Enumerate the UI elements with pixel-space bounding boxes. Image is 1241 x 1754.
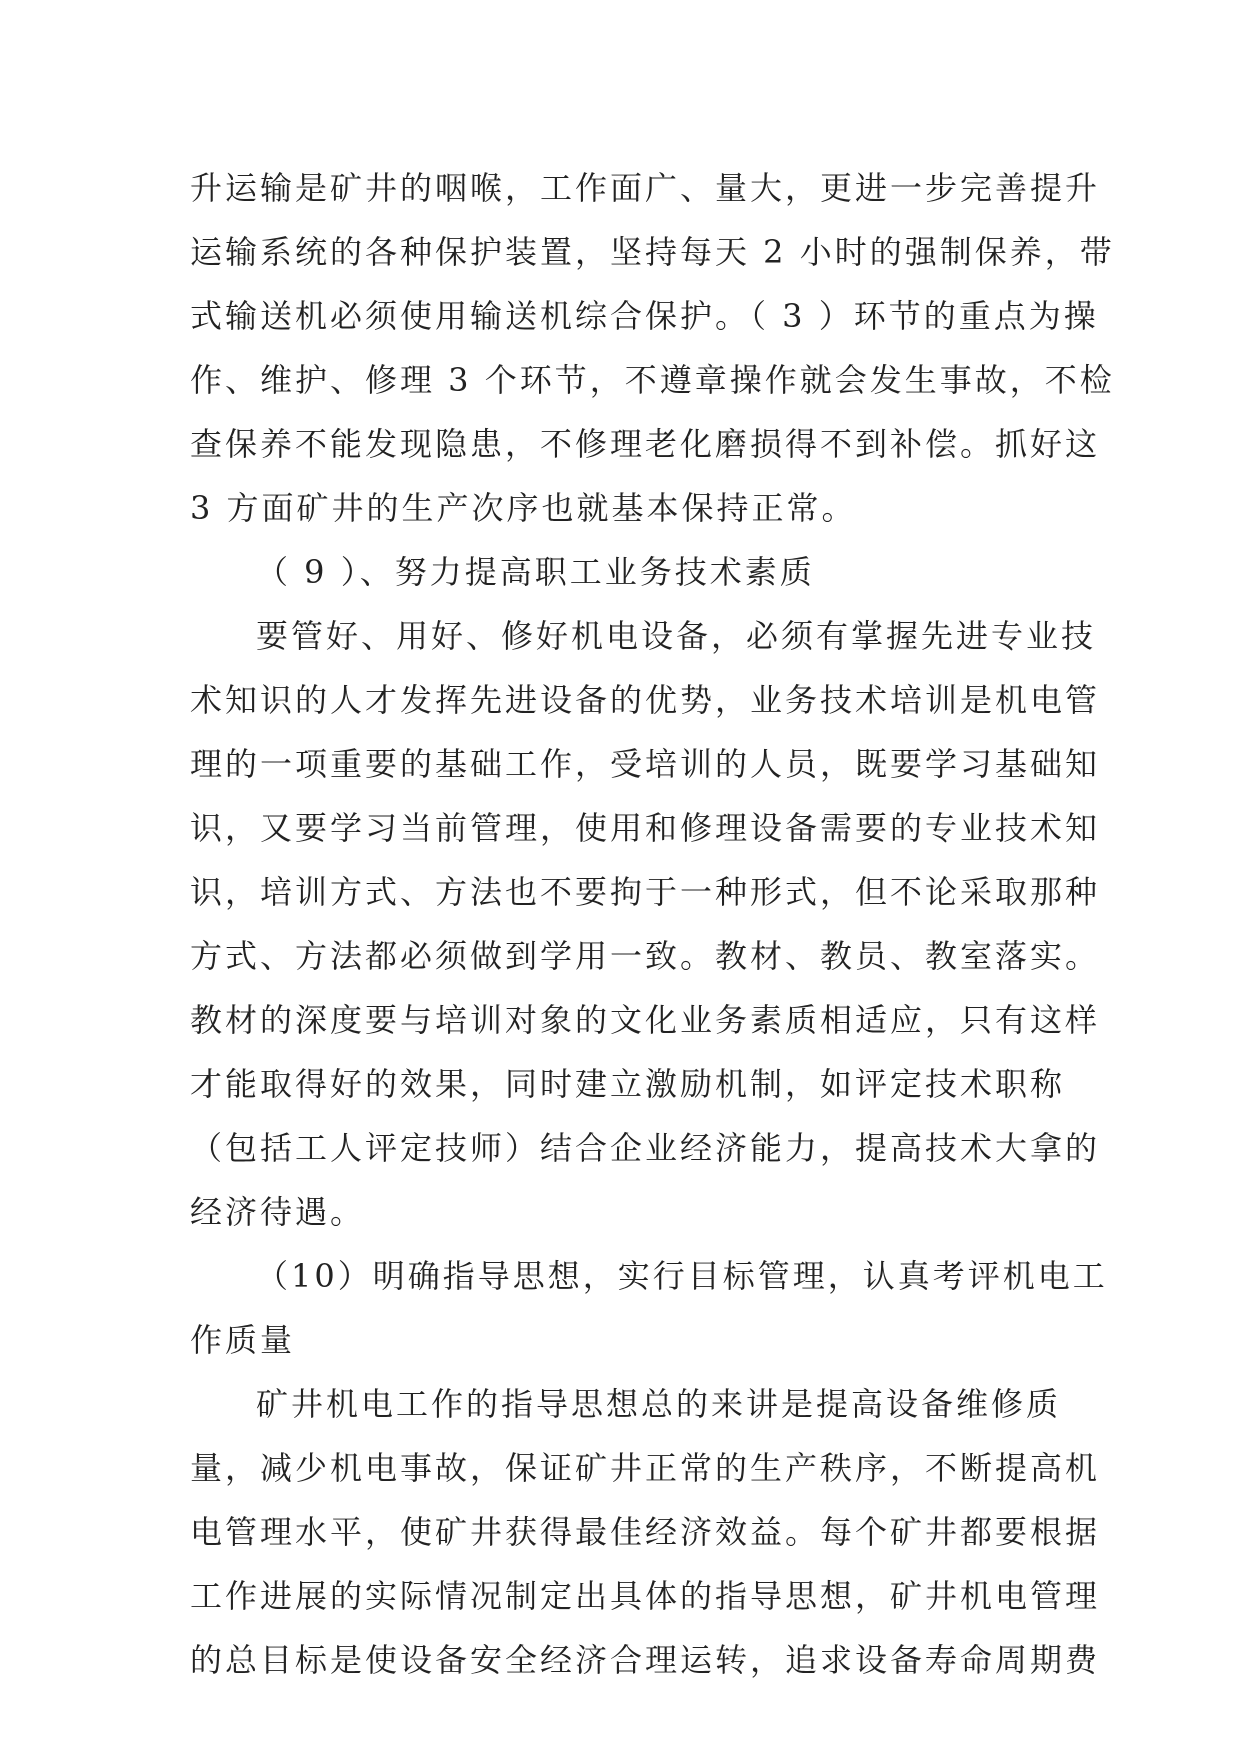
body-text bbox=[190, 156, 1115, 1692]
text-line: 作、维护、修理 3 个环节，不遵章操作就会发生事故，不检 bbox=[190, 361, 1115, 399]
text-line: 的总目标是使设备安全经济合理运转，追求设备寿命周期费 bbox=[190, 1641, 1101, 1679]
text-line: 要管好、用好、修好机电设备，必须有掌握先进专业技 bbox=[256, 617, 1097, 655]
text-line: 升运输是矿井的咽喉，工作面广、量大，更进一步完善提升 bbox=[190, 169, 1101, 207]
text-line: 术知识的人才发挥先进设备的优势，业务技术培训是机电管 bbox=[190, 681, 1101, 719]
section-heading-10: （10）明确指导思想，实行目标管理，认真考评机电工 bbox=[256, 1257, 1108, 1295]
text-line: 式输送机必须使用输送机综合保护。（ 3 ）环节的重点为操 bbox=[190, 297, 1099, 335]
text-line: 查保养不能发现隐患，不修理老化磨损得不到补偿。抓好这 bbox=[190, 425, 1101, 463]
section-heading-9: （ 9 ）、努力提高职工业务技术素质 bbox=[256, 553, 815, 591]
text-line: 识，培训方式、方法也不要拘于一种形式，但不论采取那种 bbox=[190, 873, 1101, 911]
text-line: 量，减少机电事故，保证矿井正常的生产秩序，不断提高机 bbox=[190, 1449, 1101, 1487]
text-line: 识，又要学习当前管理，使用和修理设备需要的专业技术知 bbox=[190, 809, 1101, 847]
section-heading-10-continued: 作质量 bbox=[190, 1321, 296, 1359]
text-line: 运输系统的各种保护装置，坚持每天 2 小时的强制保养，带 bbox=[190, 233, 1115, 271]
text-line: （包括工人评定技师）结合企业经济能力，提高技术大拿的 bbox=[190, 1129, 1101, 1167]
text-line: 经济待遇。 bbox=[190, 1193, 366, 1231]
text-line: 才能取得好的效果，同时建立激励机制，如评定技术职称 bbox=[190, 1065, 1066, 1103]
text-line: 电管理水平，使矿井获得最佳经济效益。每个矿井都要根据 bbox=[190, 1513, 1101, 1551]
text-line: 3 方面矿井的生产次序也就基本保持正常。 bbox=[190, 489, 857, 527]
text-line: 工作进展的实际情况制定出具体的指导思想，矿井机电管理 bbox=[190, 1577, 1101, 1615]
text-line: 矿井机电工作的指导思想总的来讲是提高设备维修质 bbox=[256, 1385, 1062, 1423]
text-line: 方式、方法都必须做到学用一致。教材、教员、教室落实。 bbox=[190, 937, 1101, 975]
text-line: 教材的深度要与培训对象的文化业务素质相适应，只有这样 bbox=[190, 1001, 1101, 1039]
text-line: 理的一项重要的基础工作，受培训的人员，既要学习基础知 bbox=[190, 745, 1101, 783]
